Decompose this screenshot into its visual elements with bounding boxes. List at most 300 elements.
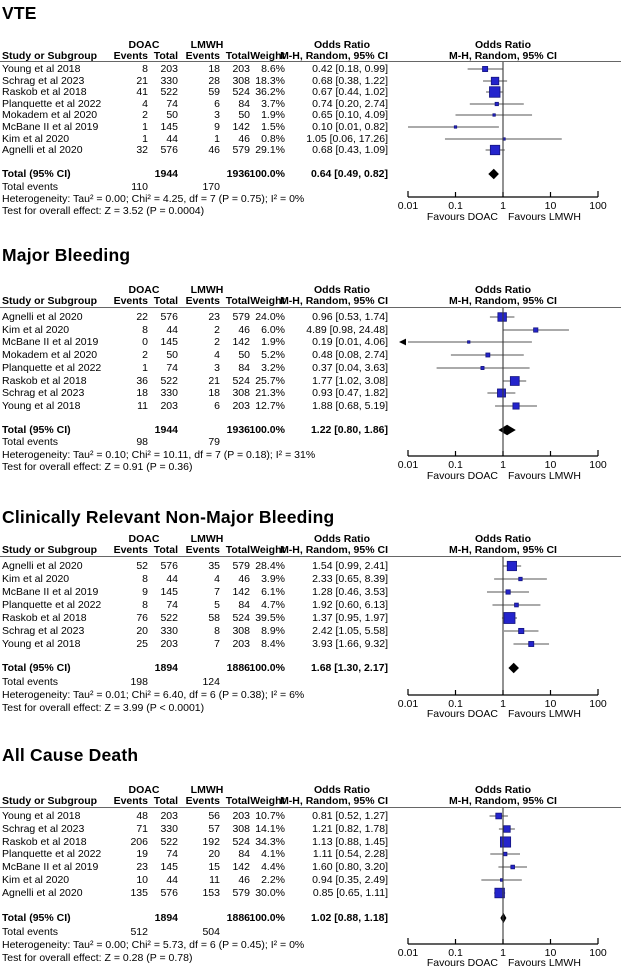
lmwh-events: 4 [214, 348, 220, 361]
study-name: Kim et al 2020 [2, 132, 70, 145]
favours-right-label: Favours LMWH [508, 210, 581, 223]
doac-group-header: DOAC [128, 283, 160, 296]
doac-events: 11 [137, 399, 148, 412]
doac-total-header: Total [153, 49, 178, 62]
lmwh-events: 21 [208, 374, 220, 387]
lmwh-total: 203 [232, 62, 250, 75]
total-doac: 1894 [154, 911, 178, 924]
panel-title: Clinically Relevant Non-Major Bleeding [2, 507, 335, 527]
weight-value: 6.1% [261, 585, 285, 598]
weight-value: 30.0% [255, 886, 285, 899]
study-name: Agnelli et al 2020 [2, 143, 83, 156]
total-doac: 1894 [154, 661, 178, 674]
or-ci-value: 0.85 [0.65, 1.11] [312, 886, 388, 899]
total-weight: 100.0% [249, 423, 285, 436]
overall-effect-text: Test for overall effect: Z = 3.52 (P = 0.0004) [2, 204, 205, 217]
effect-square [454, 126, 456, 128]
doac-events: 76 [136, 611, 148, 624]
lmwh-total: 203 [232, 809, 250, 822]
effect-square [504, 826, 511, 833]
doac-total-header: Total [153, 294, 178, 307]
x-tick-label: 0.01 [397, 697, 419, 710]
doac-events: 2 [142, 108, 148, 121]
x-tick-label: 0.1 [448, 199, 463, 212]
x-tick-label: 0.1 [448, 697, 463, 710]
doac-events: 1 [142, 132, 148, 145]
weight-value: 4.1% [261, 847, 285, 860]
doac-events: 8 [142, 572, 148, 585]
lmwh-events: 15 [208, 860, 220, 873]
effect-square [489, 87, 500, 98]
lmwh-events: 2 [214, 335, 220, 348]
or-ci-value: 1.05 [0.06, 17.26] [306, 132, 388, 145]
lmwh-events: 6 [214, 97, 220, 110]
doac-total: 74 [166, 847, 178, 860]
weight-value: 2.2% [261, 873, 285, 886]
study-col-header: Study or Subgroup [2, 294, 98, 307]
or-ci-value: 1.60 [0.80, 3.20] [312, 860, 388, 873]
doac-events: 23 [136, 860, 148, 873]
doac-events: 71 [136, 822, 148, 835]
doac-total: 522 [160, 374, 178, 387]
total-events-label: Total events [2, 925, 59, 938]
x-tick-label: 100 [589, 946, 607, 959]
weight-value: 8.6% [261, 62, 285, 75]
lmwh-events: 59 [208, 85, 220, 98]
lmwh-total: 50 [238, 348, 250, 361]
study-name: McBane II et al 2019 [2, 335, 99, 348]
doac-events: 8 [142, 598, 148, 611]
weight-value: 3.7% [261, 97, 285, 110]
study-name: Agnelli et al 2020 [2, 886, 83, 899]
doac-events: 206 [130, 835, 148, 848]
or-ci-value: 0.65 [0.10, 4.09] [312, 108, 388, 121]
doac-total: 145 [160, 120, 178, 133]
doac-events-header: Events [113, 543, 148, 556]
effect-square [503, 852, 507, 856]
doac-events: 25 [136, 637, 148, 650]
study-name: Planquette et al 2022 [2, 847, 102, 860]
or-ci-value: 0.10 [0.01, 0.82] [312, 120, 388, 133]
lmwh-total: 46 [238, 132, 250, 145]
doac-total: 74 [166, 598, 178, 611]
doac-total: 74 [166, 97, 178, 110]
weight-value: 18.3% [255, 74, 285, 87]
weight-value: 28.4% [255, 559, 285, 572]
doac-total: 145 [160, 585, 178, 598]
lmwh-total-header: Total [225, 794, 250, 807]
x-tick-label: 1 [500, 199, 506, 212]
or-ci-value: 3.93 [1.66, 9.32] [312, 637, 388, 650]
total-diamond [488, 169, 499, 179]
lmwh-events: 7 [214, 637, 220, 650]
lmwh-events: 5 [214, 598, 220, 611]
x-tick-label: 100 [589, 697, 607, 710]
overall-effect-text: Test for overall effect: Z = 3.99 (P < 0.0001) [2, 701, 205, 714]
total-or-ci: 0.64 [0.49, 0.82] [310, 167, 388, 180]
effect-square [483, 66, 488, 71]
lmwh-total: 142 [232, 335, 250, 348]
study-name: Agnelli et al 2020 [2, 559, 83, 572]
doac-events: 9 [142, 585, 148, 598]
x-tick-label: 10 [544, 199, 557, 212]
lmwh-total: 46 [238, 572, 250, 585]
panel-title: VTE [2, 3, 37, 23]
doac-total: 145 [160, 860, 178, 873]
lmwh-total: 308 [232, 624, 250, 637]
lmwh-events: 20 [208, 847, 220, 860]
doac-events: 22 [136, 310, 148, 323]
lmwh-total: 203 [232, 399, 250, 412]
study-name: Agnelli et al 2020 [2, 310, 83, 323]
or-ci-value: 1.11 [0.54, 2.28] [312, 847, 388, 860]
lmwh-group-header: LMWH [190, 783, 224, 796]
lmwh-events: 3 [214, 361, 220, 374]
odds-ratio-col-header: Odds Ratio [313, 38, 370, 51]
or-ci-value: 1.13 [0.88, 1.45] [312, 835, 388, 848]
doac-events: 20 [136, 624, 148, 637]
effect-square [519, 628, 524, 633]
lmwh-total: 579 [232, 143, 250, 156]
doac-total: 203 [160, 809, 178, 822]
lmwh-group-header: LMWH [190, 532, 224, 545]
or-ci-value: 1.77 [1.02, 3.08] [312, 374, 388, 387]
lmwh-events: 6 [214, 399, 220, 412]
study-name: Kim et al 2020 [2, 323, 70, 336]
weight-value: 25.7% [255, 374, 285, 387]
effect-square [510, 377, 519, 386]
odds-ratio-col-header: Odds Ratio [313, 283, 370, 296]
doac-events: 18 [136, 386, 148, 399]
or-ci-value: 4.89 [0.98, 24.48] [306, 323, 388, 336]
study-name: Young et al 2018 [2, 809, 81, 822]
header-rule [0, 61, 621, 62]
or-ci-value: 1.37 [0.95, 1.97] [312, 611, 388, 624]
heterogeneity-text: Heterogeneity: Tau² = 0.00; Chi² = 5.73, df = 6 (P = 0.45); I² = 0% [2, 938, 305, 951]
header-rule [0, 307, 621, 308]
lmwh-events: 3 [214, 108, 220, 121]
weight-value: 36.2% [255, 85, 285, 98]
weight-value: 21.3% [255, 386, 285, 399]
doac-events: 4 [142, 97, 148, 110]
lmwh-events: 4 [214, 572, 220, 585]
lmwh-events-header: Events [185, 294, 220, 307]
lmwh-events: 9 [214, 120, 220, 133]
effect-square [490, 145, 499, 154]
lmwh-total: 308 [232, 822, 250, 835]
effect-square [513, 403, 519, 409]
lmwh-total-header: Total [225, 294, 250, 307]
study-name: Schrag et al 2023 [2, 74, 85, 87]
lmwh-events: 58 [208, 611, 220, 624]
effect-square [515, 603, 519, 607]
favours-right-label: Favours LMWH [508, 469, 581, 482]
lmwh-total: 84 [238, 97, 250, 110]
total-label: Total (95% CI) [2, 167, 71, 180]
lmwh-total: 579 [232, 559, 250, 572]
doac-events: 1 [142, 120, 148, 133]
total-label: Total (95% CI) [2, 661, 71, 674]
or-ci-value: 1.88 [0.68, 5.19] [312, 399, 388, 412]
lmwh-total: 84 [238, 847, 250, 860]
lmwh-events: 46 [208, 143, 220, 156]
doac-total: 522 [160, 85, 178, 98]
doac-events: 2 [142, 348, 148, 361]
doac-total: 145 [160, 335, 178, 348]
doac-events: 1 [142, 361, 148, 374]
x-tick-label: 10 [544, 458, 557, 471]
study-name: McBane II et al 2019 [2, 860, 99, 873]
x-tick-label: 1 [500, 697, 506, 710]
total-events-doac: 512 [130, 925, 148, 938]
method-col-header: M-H, Random, 95% CI [280, 294, 388, 307]
lmwh-total: 142 [232, 120, 250, 133]
doac-events-header: Events [113, 794, 148, 807]
effect-square [486, 353, 490, 357]
doac-total: 576 [160, 886, 178, 899]
doac-events-header: Events [113, 294, 148, 307]
doac-total-header: Total [153, 543, 178, 556]
panel-title: Major Bleeding [2, 245, 131, 265]
effect-square [534, 328, 538, 332]
plot-method-header: M-H, Random, 95% CI [449, 543, 557, 556]
study-name: Schrag et al 2023 [2, 386, 85, 399]
x-tick-label: 0.1 [448, 458, 463, 471]
total-events-doac: 198 [130, 675, 148, 688]
lmwh-total: 46 [238, 873, 250, 886]
study-name: Mokadem et al 2020 [2, 348, 98, 361]
doac-total: 44 [166, 132, 178, 145]
study-name: Young et al 2018 [2, 637, 81, 650]
plot-method-header: M-H, Random, 95% CI [449, 294, 557, 307]
doac-events-header: Events [113, 49, 148, 62]
study-col-header: Study or Subgroup [2, 49, 98, 62]
total-diamond [508, 663, 519, 673]
panel-title: All Cause Death [2, 745, 139, 765]
weight-header: Weight [250, 794, 285, 807]
total-doac: 1944 [154, 167, 178, 180]
lmwh-events: 1 [214, 132, 220, 145]
weight-value: 3.9% [261, 572, 285, 585]
x-tick-label: 1 [500, 946, 506, 959]
lmwh-events: 192 [202, 835, 220, 848]
doac-total: 74 [166, 361, 178, 374]
total-events-label: Total events [2, 675, 59, 688]
lmwh-group-header: LMWH [190, 283, 224, 296]
x-tick-label: 1 [500, 458, 506, 471]
doac-total: 44 [166, 323, 178, 336]
or-ci-value: 0.19 [0.01, 4.06] [312, 335, 388, 348]
effect-square [500, 837, 510, 847]
x-tick-label: 10 [544, 946, 557, 959]
total-events-doac: 110 [131, 180, 148, 193]
or-ci-value: 0.81 [0.52, 1.27] [312, 809, 388, 822]
study-name: Raskob et al 2018 [2, 374, 87, 387]
effect-square [506, 590, 510, 594]
favours-left-label: Favours DOAC [426, 707, 498, 720]
doac-total: 330 [160, 822, 178, 835]
or-ci-value: 0.67 [0.44, 1.02] [312, 85, 388, 98]
total-diamond [498, 425, 515, 435]
total-events-label: Total events [2, 435, 59, 448]
plot-odds-ratio-header: Odds Ratio [474, 783, 531, 796]
doac-total: 576 [160, 143, 178, 156]
doac-total-header: Total [153, 794, 178, 807]
plot-odds-ratio-header: Odds Ratio [474, 38, 531, 51]
weight-value: 8.9% [261, 624, 285, 637]
effect-square [493, 114, 495, 116]
weight-header: Weight [250, 543, 285, 556]
favours-left-label: Favours DOAC [426, 469, 498, 482]
favours-left-label: Favours DOAC [426, 210, 498, 223]
lmwh-group-header: LMWH [190, 38, 224, 51]
lmwh-events-header: Events [185, 49, 220, 62]
study-name: McBane II et al 2019 [2, 120, 99, 133]
total-lmwh: 1936 [226, 423, 250, 436]
plot-odds-ratio-header: Odds Ratio [474, 283, 531, 296]
doac-events: 8 [142, 323, 148, 336]
weight-value: 24.0% [255, 310, 285, 323]
lmwh-events: 18 [208, 62, 220, 75]
weight-value: 39.5% [255, 611, 285, 624]
study-name: Young et al 2018 [2, 62, 81, 75]
doac-total: 50 [166, 108, 178, 121]
odds-ratio-col-header: Odds Ratio [313, 783, 370, 796]
effect-square [498, 313, 507, 322]
plot-odds-ratio-header: Odds Ratio [474, 532, 531, 545]
lmwh-total: 579 [232, 886, 250, 899]
effect-square [495, 102, 498, 105]
plot-method-header: M-H, Random, 95% CI [449, 49, 557, 62]
total-or-ci: 1.22 [0.80, 1.86] [310, 423, 388, 436]
weight-value: 1.9% [261, 108, 285, 121]
effect-square [529, 641, 534, 646]
doac-events: 0 [142, 335, 148, 348]
doac-total: 576 [160, 310, 178, 323]
study-name: Planquette et al 2022 [2, 598, 102, 611]
weight-value: 4.7% [261, 598, 285, 611]
study-name: Planquette et al 2022 [2, 361, 102, 374]
lmwh-total: 142 [232, 860, 250, 873]
weight-value: 34.3% [255, 835, 285, 848]
weight-value: 4.4% [261, 860, 285, 873]
study-name: Planquette et al 2022 [2, 97, 102, 110]
or-ci-value: 0.94 [0.35, 2.49] [312, 873, 388, 886]
lmwh-events: 57 [208, 822, 220, 835]
study-name: Kim et al 2020 [2, 572, 70, 585]
lmwh-total: 308 [232, 386, 250, 399]
study-name: Schrag et al 2023 [2, 822, 85, 835]
effect-square [497, 389, 505, 397]
or-ci-value: 0.93 [0.47, 1.82] [312, 386, 388, 399]
study-name: Kim et al 2020 [2, 873, 70, 886]
total-events-lmwh: 170 [202, 180, 220, 193]
x-tick-label: 0.1 [448, 946, 463, 959]
doac-events: 21 [136, 74, 148, 87]
lmwh-total: 203 [232, 637, 250, 650]
lmwh-total: 84 [238, 361, 250, 374]
doac-events: 48 [136, 809, 148, 822]
weight-value: 14.1% [255, 822, 285, 835]
lmwh-total: 579 [232, 310, 250, 323]
favours-right-label: Favours LMWH [508, 707, 581, 720]
effect-square [496, 813, 502, 819]
or-ci-value: 0.48 [0.08, 2.74] [312, 348, 388, 361]
doac-total: 522 [160, 611, 178, 624]
lmwh-total: 308 [232, 74, 250, 87]
total-or-ci: 1.68 [1.30, 2.17] [310, 661, 388, 674]
lmwh-events: 8 [214, 624, 220, 637]
header-rule [0, 807, 621, 808]
lmwh-total: 524 [232, 85, 250, 98]
or-ci-value: 0.68 [0.43, 1.09] [312, 143, 388, 156]
weight-header: Weight [250, 294, 285, 307]
doac-group-header: DOAC [128, 38, 160, 51]
or-ci-value: 1.21 [0.82, 1.78] [312, 822, 388, 835]
weight-value: 10.7% [255, 809, 285, 822]
doac-total: 576 [160, 559, 178, 572]
study-name: Raskob et al 2018 [2, 611, 87, 624]
x-tick-label: 10 [544, 697, 557, 710]
total-events-lmwh: 79 [208, 435, 220, 448]
lmwh-events: 7 [214, 585, 220, 598]
doac-events: 36 [136, 374, 148, 387]
doac-events: 135 [130, 886, 148, 899]
method-col-header: M-H, Random, 95% CI [280, 543, 388, 556]
total-lmwh: 1886 [226, 911, 250, 924]
effect-square [507, 561, 516, 570]
weight-value: 1.5% [261, 120, 285, 133]
lmwh-total-header: Total [225, 49, 250, 62]
doac-events: 19 [136, 847, 148, 860]
lmwh-events: 35 [208, 559, 220, 572]
favours-right-label: Favours LMWH [508, 956, 581, 969]
effect-square [519, 577, 522, 580]
lmwh-events: 18 [208, 386, 220, 399]
or-ci-value: 1.54 [0.99, 2.41] [312, 559, 388, 572]
lmwh-total: 524 [232, 835, 250, 848]
or-ci-value: 2.42 [1.05, 5.58] [312, 624, 388, 637]
weight-value: 3.2% [261, 361, 285, 374]
total-events-doac: 98 [136, 435, 148, 448]
lmwh-events: 23 [208, 310, 220, 323]
doac-events: 8 [142, 62, 148, 75]
lmwh-total: 142 [232, 585, 250, 598]
heterogeneity-text: Heterogeneity: Tau² = 0.00; Chi² = 4.25, df = 7 (P = 0.75); I² = 0% [2, 192, 305, 205]
study-name: Raskob et al 2018 [2, 85, 87, 98]
or-ci-value: 1.92 [0.60, 6.13] [312, 598, 388, 611]
favours-left-label: Favours DOAC [426, 956, 498, 969]
total-weight: 100.0% [249, 167, 285, 180]
study-name: Young et al 2018 [2, 399, 81, 412]
lmwh-events: 11 [209, 873, 220, 886]
lmwh-events: 2 [214, 323, 220, 336]
doac-events: 10 [136, 873, 148, 886]
weight-value: 5.2% [261, 348, 285, 361]
header-rule [0, 556, 621, 557]
total-events-lmwh: 124 [202, 675, 220, 688]
doac-total: 330 [160, 624, 178, 637]
study-col-header: Study or Subgroup [2, 543, 98, 556]
total-weight: 100.0% [249, 661, 285, 674]
doac-events: 32 [136, 143, 148, 156]
ci-arrow-left [399, 339, 406, 346]
study-name: Mokadem et al 2020 [2, 108, 98, 121]
doac-group-header: DOAC [128, 532, 160, 545]
lmwh-total-header: Total [225, 543, 250, 556]
or-ci-value: 0.37 [0.04, 3.63] [312, 361, 388, 374]
lmwh-total: 50 [238, 108, 250, 121]
